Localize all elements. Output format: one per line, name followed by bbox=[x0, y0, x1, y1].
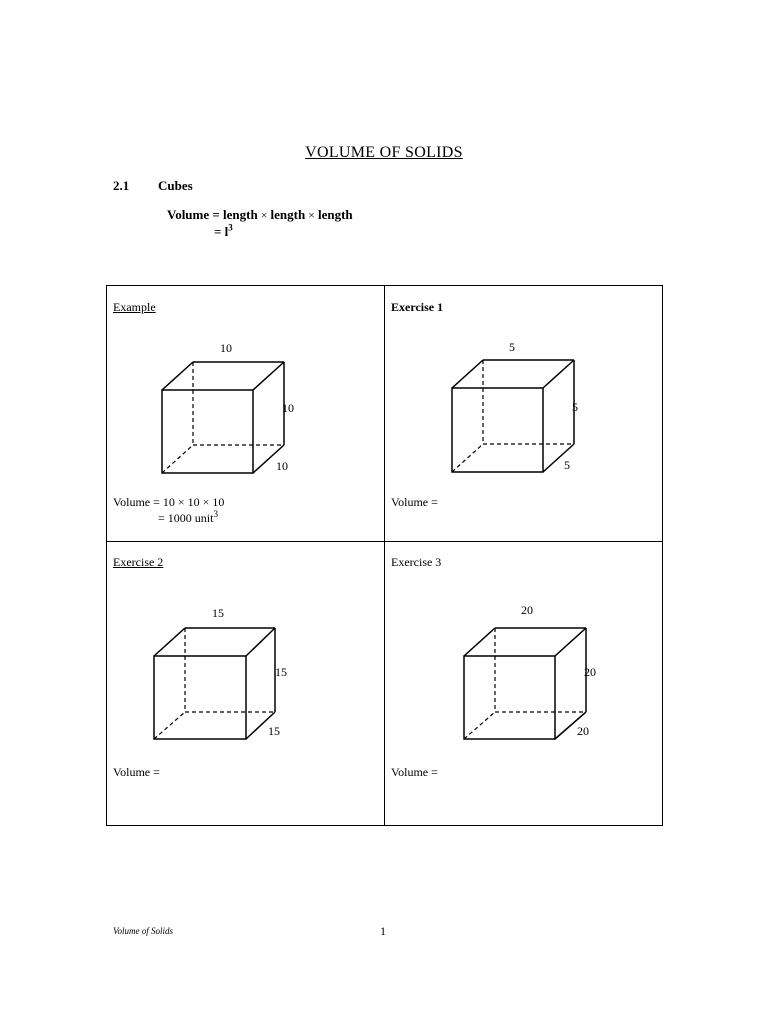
formula-exponent: 3 bbox=[228, 222, 233, 233]
exercise2-label: Exercise 2 bbox=[113, 555, 164, 569]
formula-length: length bbox=[317, 207, 353, 222]
times-symbol: × bbox=[260, 208, 268, 222]
exercise3-volume: Volume = bbox=[391, 765, 438, 779]
exercise2-side-label: 15 bbox=[275, 665, 287, 679]
exercise1-volume: Volume = bbox=[391, 495, 438, 509]
footer-title: Volume of Solids bbox=[113, 926, 173, 936]
exercise1-side-label: 5 bbox=[572, 400, 578, 414]
example-bottom-label: 10 bbox=[276, 459, 288, 473]
exercise2-top-label: 15 bbox=[212, 606, 224, 620]
formula-result: = l bbox=[214, 224, 229, 239]
exercise3-bottom-label: 20 bbox=[577, 724, 589, 738]
example-top-label: 10 bbox=[220, 341, 232, 355]
section-title: Cubes bbox=[158, 178, 193, 193]
page-number: 1 bbox=[380, 924, 386, 938]
exercise2-bottom-label: 15 bbox=[268, 724, 280, 738]
section-number: 2.1 bbox=[113, 178, 130, 193]
formula-length: length bbox=[270, 207, 306, 222]
exercise1-label: Exercise 1 bbox=[391, 300, 444, 314]
exercise3-side-label: 20 bbox=[584, 665, 596, 679]
example-volume-exponent: 3 bbox=[213, 509, 218, 519]
exercise2-volume: Volume = bbox=[113, 765, 160, 779]
formula-label: Volume = length bbox=[167, 207, 258, 222]
example-side-label: 10 bbox=[282, 401, 294, 415]
page-title: VOLUME OF SOLIDS bbox=[305, 144, 463, 161]
exercise1-bottom-label: 5 bbox=[564, 458, 570, 472]
exercise3-label: Exercise 3 bbox=[391, 555, 442, 569]
cube-front-face bbox=[464, 656, 555, 739]
example-label: Example bbox=[113, 300, 156, 314]
exercise1-top-label: 5 bbox=[509, 340, 515, 354]
exercise3-top-label: 20 bbox=[521, 603, 533, 617]
example-volume-line1: Volume = 10 × 10 × 10 bbox=[113, 495, 225, 509]
times-symbol: × bbox=[308, 208, 315, 222]
example-volume-result: = 1000 unit bbox=[158, 511, 214, 525]
